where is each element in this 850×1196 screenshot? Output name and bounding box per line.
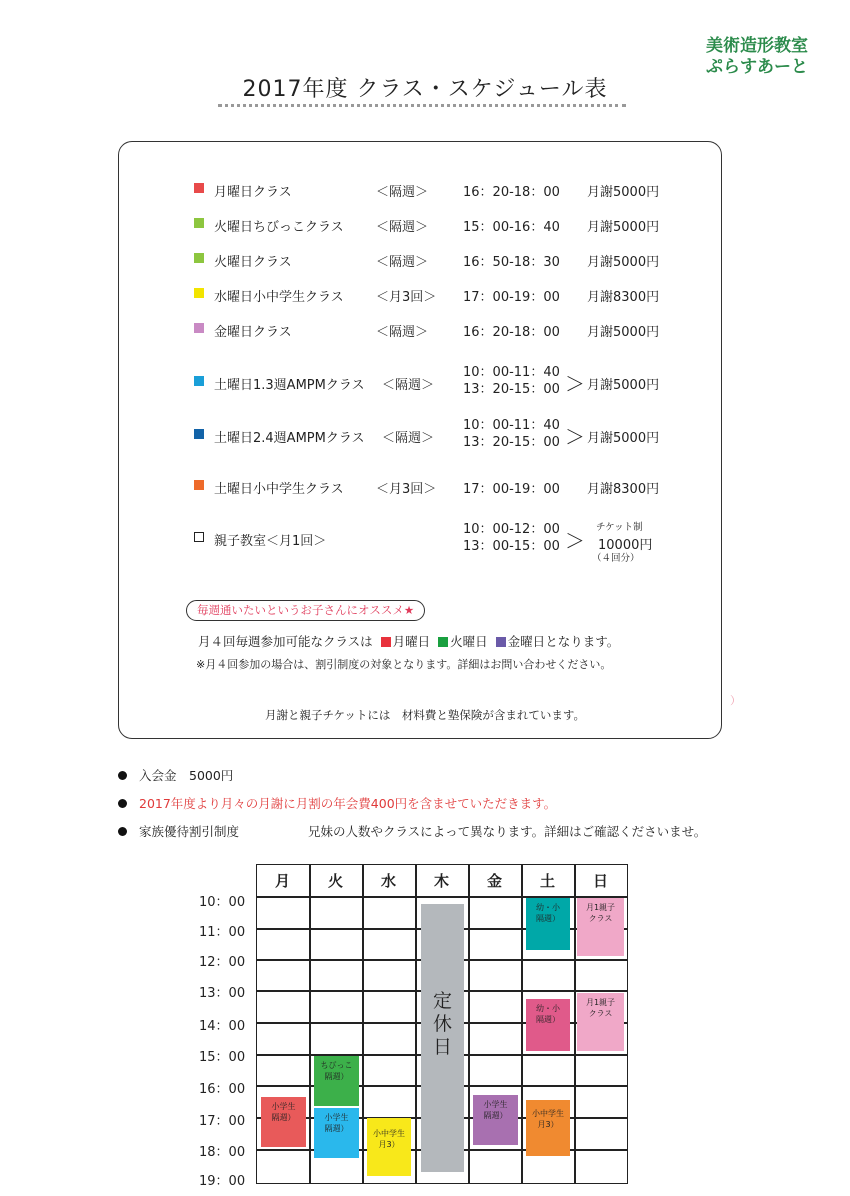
class-fee: 月謝5000円 (587, 185, 660, 200)
bullet-dot (118, 771, 127, 780)
bullet-detail: 兄妹の人数やクラスによって異なります。詳細はご確認くださいませ。 (308, 824, 707, 839)
class-fee: 月謝5000円 (587, 431, 660, 446)
hour-label: 15：00 (199, 1050, 246, 1065)
schedule-block: 小学生 隔週） (473, 1095, 518, 1145)
grid-line (256, 896, 628, 898)
color-square (194, 183, 204, 193)
ticket-note: （４回分） (592, 553, 640, 564)
recommend-day-friday: 金曜日 (507, 634, 546, 649)
class-time-pm: 13：20-15：00 (463, 435, 560, 450)
ticket-fee: 10000円 (598, 538, 653, 553)
color-square (194, 253, 204, 263)
stray-mark: ） (730, 694, 741, 707)
class-fee: 月謝5000円 (587, 325, 660, 340)
class-time-am: 10：00-12：00 (463, 522, 560, 537)
grid-line (468, 864, 470, 1184)
grid-line (415, 864, 417, 1184)
schedule-block: 幼・小 隔週） (526, 898, 570, 950)
recommend-note: ※月４回参加の場合は、割引制度の対象となります。詳細はお問い合わせください。 (196, 658, 612, 671)
class-time: 17：00-19：00 (463, 482, 560, 497)
class-time: 16：50-18：30 (463, 255, 560, 270)
title-underline (218, 104, 626, 107)
class-name: 親子教室＜月1回＞ (214, 534, 327, 549)
grid-line (574, 864, 576, 1184)
bracket-symbol: ＞ (565, 425, 585, 449)
class-time: 17：00-19：00 (463, 290, 560, 305)
hour-label: 12：00 (199, 955, 246, 970)
day-header-tue: 火 (327, 872, 343, 890)
ticket-label: チケット制 (596, 522, 643, 533)
class-frequency: ＜隔週＞ (376, 220, 429, 235)
class-name: 水曜日小中学生クラス (214, 290, 344, 305)
bullet-annual-fee (118, 794, 556, 812)
bracket-symbol: ＞ (565, 372, 585, 396)
grid-line (521, 864, 523, 1184)
class-frequency: ＜隔週＞ (376, 185, 429, 200)
class-fee: 月謝5000円 (587, 220, 660, 235)
class-time: 16：20-18：00 (463, 325, 560, 340)
class-frequency: ＜隔週＞ (382, 378, 435, 393)
color-square (194, 480, 204, 490)
page-title: 2017年度 クラス・スケジュール表 (242, 77, 608, 102)
color-square (194, 376, 204, 386)
hour-label: 14：00 (199, 1019, 246, 1034)
class-fee: 月謝8300円 (587, 290, 660, 305)
class-name: 土曜日2.4週AMPMクラス (214, 431, 365, 446)
bullet-text: 家族優待割引制度 (139, 824, 240, 839)
bullet-dot (118, 799, 127, 808)
hour-label: 17：00 (199, 1114, 246, 1129)
day-header-sun: 日 (592, 872, 608, 890)
class-time-am: 10：00-11：40 (463, 365, 560, 380)
grid-line (362, 864, 364, 1184)
bullet-text: 2017年度より月々の月謝に月割の年会費400円を含ませていただきます。 (139, 796, 557, 811)
class-name: 火曜日クラス (214, 255, 292, 270)
hour-label: 16：00 (199, 1082, 246, 1097)
color-square (496, 637, 506, 647)
hour-label: 13：00 (199, 986, 246, 1001)
color-square (194, 323, 204, 333)
recommend-line (198, 632, 619, 650)
schedule-block: ちびっこ 隔週） (314, 1056, 359, 1106)
color-square (381, 637, 391, 647)
class-frequency: ＜隔週＞ (376, 255, 429, 270)
logo-line1: 美術造形教室 (706, 36, 808, 56)
grid-line (309, 864, 311, 1184)
color-square (438, 637, 448, 647)
hour-label: 19：00 (199, 1174, 246, 1189)
schedule-block: 小学生 隔週） (261, 1097, 306, 1147)
class-name: 月曜日クラス (214, 185, 292, 200)
class-time-am: 10：00-11：40 (463, 418, 560, 433)
schedule-block: 小中学生 月3） (367, 1118, 411, 1176)
day-header-fri: 金 (486, 872, 502, 890)
day-header-sat: 土 (539, 872, 555, 890)
class-frequency: ＜月3回＞ (376, 290, 437, 305)
class-fee: 月謝5000円 (587, 255, 660, 270)
recommend-badge: 毎週通いたいというお子さんにオススメ★ (186, 600, 425, 621)
bullet-entrance-fee (118, 766, 233, 784)
schedule-block: 月1親子 クラス (577, 898, 624, 956)
bullet-family-discount (118, 822, 707, 840)
class-frequency: ＜月3回＞ (376, 482, 437, 497)
class-name: 土曜日小中学生クラス (214, 482, 344, 497)
day-header-mon: 月 (274, 872, 290, 890)
class-frequency: ＜隔週＞ (382, 431, 435, 446)
schedule-block: 小学生 隔週） (314, 1108, 359, 1158)
box-footer-note: 月謝と親子チケットには 材料費と塾保険が含まれています。 (264, 708, 586, 722)
class-time (463, 521, 560, 555)
class-frequency: ＜隔週＞ (376, 325, 429, 340)
recommend-day-tuesday: 火曜日 (450, 634, 488, 649)
class-name: 土曜日1.3週AMPMクラス (214, 378, 365, 393)
hour-label: 10：00 (199, 895, 246, 910)
day-header-thu: 木 (433, 872, 449, 890)
class-time-pm: 13：20-15：00 (463, 382, 560, 397)
recommend-suffix: となります。 (545, 634, 620, 649)
class-time: 16：20-18：00 (463, 185, 560, 200)
color-square (194, 429, 204, 439)
closed-day-label: 定 休 日 (432, 990, 452, 1058)
color-square (194, 288, 204, 298)
recommend-prefix: 月４回毎週参加可能なクラスは (198, 634, 373, 649)
recommend-day-monday: 月曜日 (392, 634, 431, 649)
hour-label: 18：00 (199, 1145, 246, 1160)
schedule-block: 小中学生 月3） (526, 1100, 570, 1156)
class-fee: 月謝8300円 (587, 482, 660, 497)
class-time (463, 417, 560, 451)
class-fee: 月謝5000円 (587, 378, 660, 393)
class-time: 15：00-16：40 (463, 220, 560, 235)
bracket-symbol: ＞ (565, 529, 585, 553)
color-square (194, 218, 204, 228)
empty-square-icon (194, 532, 204, 542)
day-header-wed: 水 (380, 872, 396, 890)
schedule-block: 幼・小 隔週） (526, 999, 570, 1051)
logo-line2: ぷらすあーと (706, 57, 808, 77)
class-name: 火曜日ちびっこクラス (214, 220, 344, 235)
class-name: 金曜日クラス (214, 325, 292, 340)
bullet-text: 入会金 5000円 (139, 768, 234, 783)
class-time-pm: 13：00-15：00 (463, 539, 560, 554)
hour-label: 11：00 (199, 925, 246, 940)
schedule-block: 月1親子 クラス (577, 993, 624, 1051)
bullet-dot (118, 827, 127, 836)
class-time (463, 364, 560, 398)
